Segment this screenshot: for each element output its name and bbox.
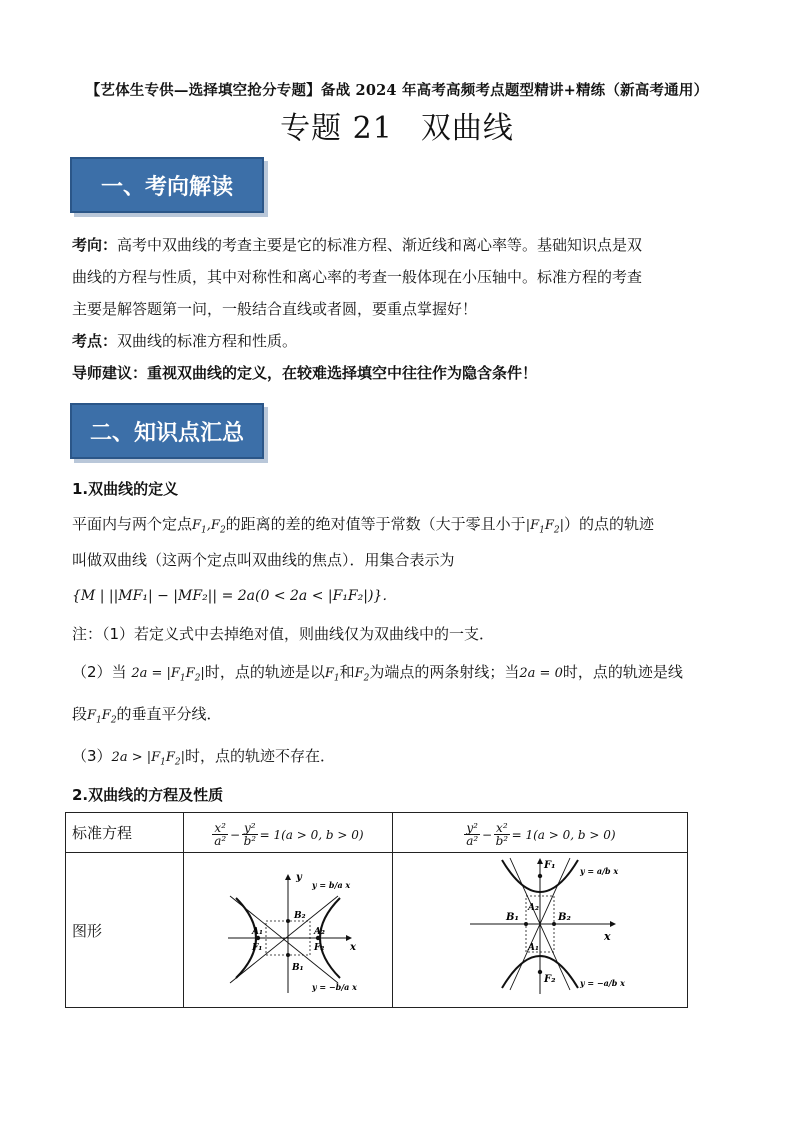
note-3 (72, 744, 724, 775)
def-text-b: 的距离的差的绝对值等于常数（大于零且小于 (225, 515, 526, 533)
kaoxiang-line3: 主要是解答题第一问，一般结合直线或者圆，要重点掌握好！ (72, 300, 478, 318)
set-expression: {M | ||MF₁| − |MF₂|| = 2a(0 < 2a < |F₁F₂|)}． (72, 588, 397, 604)
note-1: 注：（1）若定义式中去掉绝对值，则曲线仅为双曲线中的一支． (72, 625, 495, 643)
svg-text:F₁: F₁ (544, 860, 556, 871)
table-row (66, 813, 688, 853)
svg-text:F₂: F₂ (314, 943, 325, 953)
svg-text:y = −b/a x: y = −b/a x (312, 982, 357, 992)
note-2-line2 (72, 702, 724, 733)
svg-text:y = −a/b x: y = −a/b x (580, 978, 625, 988)
svg-text:A₁: A₁ (528, 943, 539, 953)
kaoxiang-paragraph (72, 229, 724, 389)
math-2a-eq: $2a = |F_1F_2|$ (131, 666, 205, 684)
note2-e: 时，点的轨迹是线 (562, 663, 683, 681)
svg-text:A₁: A₁ (252, 927, 263, 937)
svg-text:y = a/b x: y = a/b x (580, 866, 619, 876)
hyperbola-vertical-graph (430, 854, 650, 1002)
advice-text: 重视双曲线的定义，在较难选择填空中往往作为隐含条件！ (147, 364, 538, 382)
definition-line1 (72, 512, 724, 543)
svg-text:B₂: B₂ (294, 911, 306, 921)
graph-vertical-cell (393, 853, 688, 1008)
svg-text:B₂: B₂ (558, 912, 571, 923)
math-2a-gt: $2a > |F_1F_2|$ (111, 750, 186, 768)
note2-pre: 段 (72, 705, 88, 723)
svg-text:B₁: B₁ (506, 912, 519, 923)
kaodian-label: 考点： (72, 332, 118, 350)
svg-text:A₂: A₂ (528, 903, 539, 913)
note-2-line1 (72, 660, 724, 691)
note2-b: 时，点的轨迹是以 (204, 663, 325, 681)
title-topic: 专题 21 (280, 111, 393, 146)
svg-text:A₂: A₂ (314, 927, 325, 937)
svg-text:y = b/a x: y = b/a x (312, 880, 351, 890)
math-f2: $F_2$ (354, 666, 370, 684)
item1-title: 1.双曲线的定义 (72, 480, 179, 498)
graph-horizontal-cell (184, 853, 393, 1008)
math-abs-f1f2: $|F_1F_2|$ (525, 518, 564, 536)
def-text-a: 平面内与两个定点 (72, 515, 193, 533)
math-f1f2-seg: $F_1F_2$ (87, 708, 117, 726)
math-f1: $F_1$ (324, 666, 340, 684)
svg-text:y: y (296, 872, 302, 883)
equation-vertical: $\frac{\text{y²}}{\text{a²}}$ − $\frac{\text{x²}}{\text{b²}}$ = 1(a > 0, b > 0) (393, 813, 688, 853)
kaoxiang-line1: 高考中双曲线的考查主要是它的标准方程、渐近线和离心率等。基础知识点是双 (117, 236, 643, 254)
document-title (0, 103, 794, 147)
item2-title: 2.双曲线的方程及性质 (72, 786, 224, 804)
note3-b: 时，点的轨迹不存在． (185, 747, 336, 765)
section-heading-1: 一、考向解读 (70, 157, 264, 213)
row-label-equation: 标准方程 (66, 813, 184, 853)
row-label-graph: 图形 (66, 853, 184, 1008)
def-text-c: ）的点的轨迹 (563, 515, 654, 533)
series-banner: 【艺体生专供—选择填空抢分专题】备战 2024 年高考高频考点题型精讲+精练（新高考通用） (85, 82, 709, 99)
hyperbola-properties-table (65, 812, 688, 1008)
note2-a: （2）当 (72, 663, 127, 681)
note2-c: 和 (339, 663, 355, 681)
hyperbola-horizontal-graph (188, 858, 388, 998)
kaoxiang-label: 考向： (72, 236, 118, 254)
section-heading-2: 二、知识点汇总 (70, 403, 264, 459)
note2-d: 为端点的两条射线；当 (369, 663, 520, 681)
definition-line2: 叫做双曲线（这两个定点叫双曲线的焦点）．用集合表示为 (72, 551, 455, 569)
kaoxiang-line2: 曲线的方程与性质，其中对称性和离心率的考查一般体现在小压轴中。标准方程的考查 (72, 268, 643, 286)
advice-label: 导师建议： (72, 364, 148, 382)
svg-text:F₁: F₁ (252, 943, 263, 953)
svg-text:B₁: B₁ (292, 963, 304, 973)
svg-text:F₂: F₂ (544, 974, 556, 985)
kaodian-text: 双曲线的标准方程和性质。 (117, 332, 298, 350)
title-name: 双曲线 (420, 111, 514, 146)
note2-line2-text: 的垂直平分线． (116, 705, 222, 723)
svg-text:x: x (604, 930, 611, 943)
math-f1f2: $F_1,F_2$ (192, 518, 226, 536)
equation-horizontal: $\frac{\text{x²}}{\text{a²}}$ − $\frac{\text{y²}}{\text{b²}}$ = 1(a > 0, b > 0) (184, 813, 393, 853)
note3-a: （3） (72, 747, 112, 765)
math-2a-zero: 2a = 0 (519, 666, 563, 681)
table-row (66, 853, 688, 1008)
svg-text:x: x (350, 942, 356, 953)
